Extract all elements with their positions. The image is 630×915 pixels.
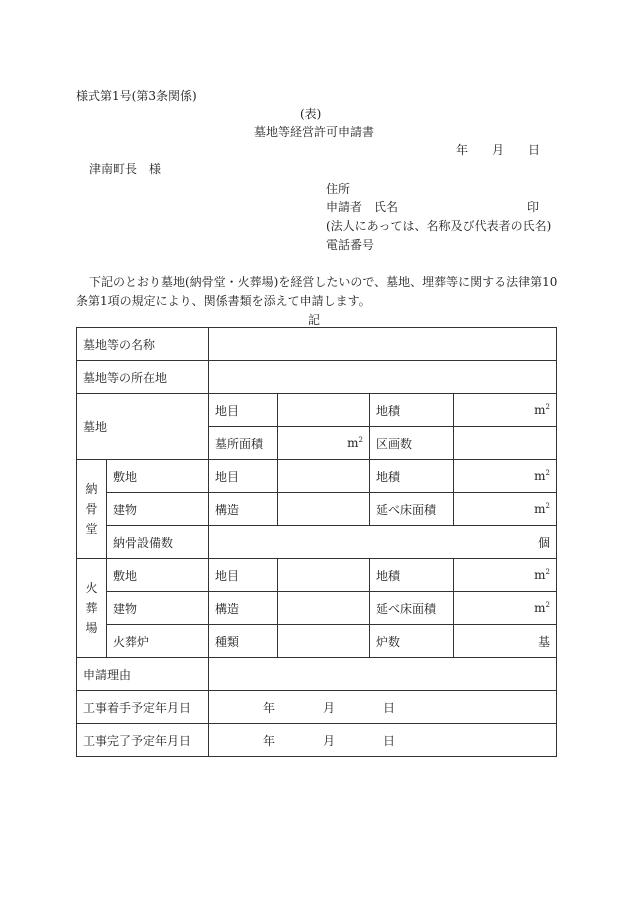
ossuary-char-2: 骨 (85, 502, 98, 516)
cemetery-land-category-field[interactable] (278, 394, 370, 427)
end-date-field[interactable] (209, 724, 557, 757)
sqm-exponent: 2 (545, 469, 551, 477)
crematorium-land-area-label: 地積 (370, 559, 454, 592)
cemetery-name-field[interactable] (209, 328, 557, 361)
ossuary-structure-label: 構造 (209, 493, 278, 526)
date-group (215, 734, 395, 748)
sqm-unit: m (534, 502, 546, 516)
grave-area-field[interactable] (278, 427, 370, 460)
body-line-1: 下記のとおり墓地(納骨堂・火葬場)を経営したいので、墓地、埋葬等に関する法律第10 (89, 275, 558, 289)
start-date-field[interactable] (209, 691, 557, 724)
crematorium-floor-area-field[interactable] (454, 592, 557, 625)
sqm-exponent: 2 (545, 502, 551, 510)
cemetery-label: 墓地 (77, 394, 209, 460)
ossuary-floor-area-field[interactable] (454, 493, 557, 526)
ossuary-building-label: 建物 (107, 493, 209, 526)
name-label: 氏名 (374, 200, 399, 214)
table-row (77, 724, 557, 757)
ossuary-land-category-label: 地目 (209, 460, 278, 493)
sqm-unit: m (347, 436, 359, 450)
addressee: 津南町長 様 (89, 162, 162, 176)
ossuary-char-3: 堂 (85, 522, 98, 536)
table-row (77, 361, 557, 394)
sqm-exponent: 2 (545, 568, 551, 576)
reason-label: 申請理由 (77, 658, 209, 691)
date-day: 日 (528, 143, 541, 157)
sqm-exponent: 2 (545, 403, 551, 411)
table-row (77, 559, 557, 592)
end-day: 日 (383, 733, 396, 748)
ossuary-label (77, 460, 107, 559)
plot-count-field[interactable] (454, 427, 557, 460)
cemetery-name-label: 墓地等の名称 (77, 328, 209, 361)
crematorium-site-label: 敷地 (107, 559, 209, 592)
sqm-unit: m (534, 403, 546, 417)
table-row (77, 328, 557, 361)
side-label: (表) (300, 107, 322, 121)
table-row (77, 691, 557, 724)
crematorium-structure-label: 構造 (209, 592, 278, 625)
ossuary-site-label: 敷地 (107, 460, 209, 493)
sqm-exponent: 2 (358, 436, 364, 444)
date-group (215, 701, 395, 715)
table-row (77, 592, 557, 625)
grave-area-label: 墓所面積 (209, 427, 278, 460)
ossuary-land-category-field[interactable] (278, 460, 370, 493)
cemetery-location-field[interactable] (209, 361, 557, 394)
table-row (77, 493, 557, 526)
ossuary-units-field[interactable]: 個 (209, 526, 557, 559)
page-title: 墓地等経営許可申請書 (254, 125, 375, 139)
cemetery-land-category-label: 地目 (209, 394, 278, 427)
application-table (76, 327, 557, 757)
crematorium-land-category-field[interactable] (278, 559, 370, 592)
sqm-unit: m (534, 469, 546, 483)
crematorium-land-area-field[interactable] (454, 559, 557, 592)
furnace-label: 火葬炉 (107, 625, 209, 658)
crematorium-char-3: 場 (85, 621, 98, 635)
corporate-note: (法人にあっては、名称及び代表者の氏名) (326, 219, 552, 233)
crematorium-char-2: 葬 (85, 601, 98, 615)
end-date-label: 工事完了予定年月日 (77, 724, 209, 757)
applicant-label: 申請者 (326, 200, 363, 214)
start-date-label: 工事着手予定年月日 (77, 691, 209, 724)
form-number: 様式第1号(第3条関係) (76, 89, 197, 103)
crematorium-floor-area-label: 延べ床面積 (370, 592, 454, 625)
crematorium-building-label: 建物 (107, 592, 209, 625)
address-label: 住所 (326, 182, 351, 196)
reason-field[interactable] (209, 658, 557, 691)
ki-label: 記 (308, 313, 321, 327)
ossuary-land-area-label: 地積 (370, 460, 454, 493)
table-row (77, 460, 557, 493)
furnace-count-field[interactable]: 基 (454, 625, 557, 658)
ossuary-units-label: 納骨設備数 (107, 526, 209, 559)
date-year: 年 (456, 143, 469, 157)
table-row (77, 625, 557, 658)
ossuary-floor-area-label: 延べ床面積 (370, 493, 454, 526)
sqm-exponent: 2 (545, 601, 551, 609)
end-year: 年 (263, 733, 276, 748)
crematorium-char-1: 火 (85, 581, 98, 595)
crematorium-structure-field[interactable] (278, 592, 370, 625)
start-year: 年 (263, 700, 276, 715)
sqm-unit: m (534, 601, 546, 615)
ossuary-char-1: 納 (85, 482, 98, 496)
ossuary-structure-field[interactable] (278, 493, 370, 526)
plot-count-label: 区画数 (370, 427, 454, 460)
body-line-2: 条第1項の規定により、関係書類を添えて申請します。 (76, 294, 371, 308)
cemetery-location-label: 墓地等の所在地 (77, 361, 209, 394)
furnace-type-label: 種類 (209, 625, 278, 658)
end-month: 月 (323, 733, 336, 748)
furnace-type-field[interactable] (278, 625, 370, 658)
ossuary-land-area-field[interactable] (454, 460, 557, 493)
table-row (77, 394, 557, 427)
cemetery-land-area-label: 地積 (370, 394, 454, 427)
seal-label: 印 (527, 200, 540, 214)
table-row (77, 658, 557, 691)
start-month: 月 (323, 700, 336, 715)
phone-label: 電話番号 (326, 238, 375, 252)
cemetery-land-area-field[interactable] (454, 394, 557, 427)
start-day: 日 (383, 700, 396, 715)
crematorium-land-category-label: 地目 (209, 559, 278, 592)
date-month: 月 (492, 143, 505, 157)
table-row (77, 526, 557, 559)
furnace-count-label: 炉数 (370, 625, 454, 658)
sqm-unit: m (534, 568, 546, 582)
crematorium-label (77, 559, 107, 658)
